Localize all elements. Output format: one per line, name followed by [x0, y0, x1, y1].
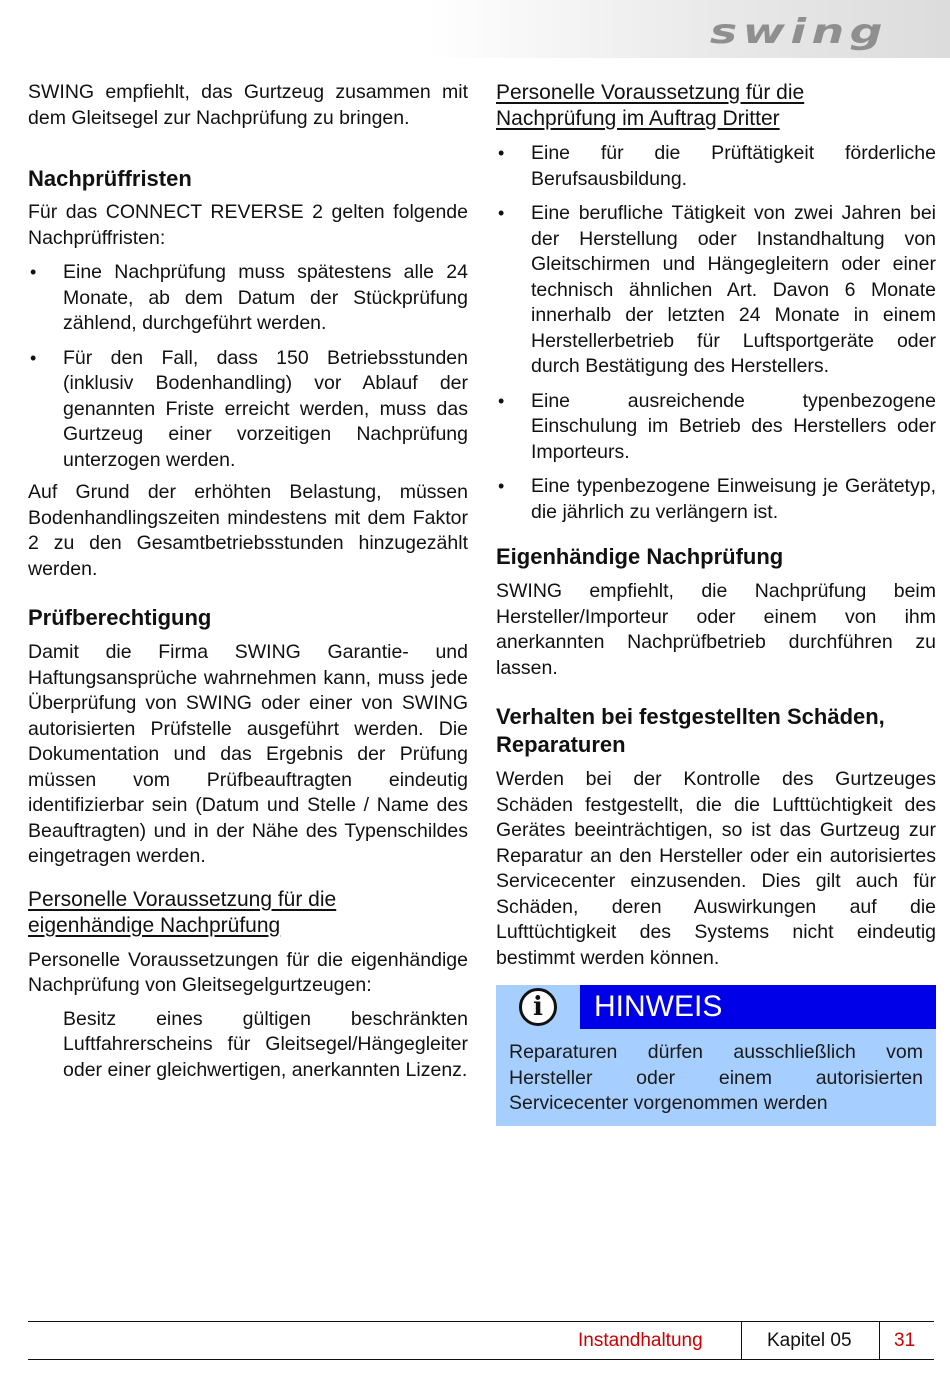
eigen-item: Besitz eines gültigen beschränkten Luftfahrerscheins für Gleitsegel/Hängegleiter oder einer gleichwertigen, anerkannten Lizenz.	[63, 1007, 468, 1081]
eigen-heading-line2: eigenhändige Nachprüfung	[28, 913, 281, 937]
eigenhaendig-heading: Eigenhändige Nachprüfung	[496, 544, 784, 569]
list-item: • Eine ausreichende typenbezogene Einschulung im Betrieb des Herstellers oder Importeurs.	[496, 389, 936, 466]
intro-paragraph: SWING empfiehlt, das Gurtzeug zusammen mit dem Gleitsegel zur Nachprüfung zu bringen.	[28, 81, 468, 129]
info-icon: i	[519, 988, 557, 1026]
header-bar	[0, 0, 950, 58]
hinweis-body	[496, 1029, 936, 1126]
swing-logo: swing	[709, 12, 888, 52]
dritter-heading-line1: Personelle Voraussetzung für die	[496, 81, 805, 104]
nachpruef-heading: Nachprüffristen	[28, 166, 192, 191]
nachpruef-outro: Auf Grund der erhöhten Belastung, müssen Bodenhandlingszeiten mindestens mit dem Faktor 2 zu den Gesamtbetriebsstunden hinzugezählt werden.	[28, 481, 468, 580]
hinweis-icon-cell	[496, 985, 580, 1029]
berechtigung-text: Damit die Firma SWING Garantie- und Haftungsansprüche wahrnehmen kann, muss jede Überprüfung von SWING oder einer von SWING autorisierten Prüfstelle ausgeführt werden. Die Dokumentation und das Ergebnis der Prüfung müssen vom Prüfbeauftragten eindeutig identifizierbar sein (Datum und Stelle / Name des Beauftragten) und in der Nähe des Typenschildes eingetragen werden.	[28, 641, 468, 867]
page-number: 31	[894, 1330, 916, 1351]
footer-rule-top	[28, 1321, 934, 1322]
eigen-intro: Personelle Voraussetzungen für die eigenhändige Nachprüfung von Gleitsegelgurtzeugen:	[28, 948, 468, 996]
nachpruef-intro: Für das CONNECT REVERSE 2 gelten folgende Nachprüffristen:	[28, 201, 468, 249]
nachpruef-list	[28, 260, 468, 473]
footer-section: Instandhaltung	[578, 1330, 703, 1351]
dritter-heading-line2: Nachprüfung im Auftrag Dritter	[496, 107, 780, 130]
hinweis-title: HINWEIS	[580, 985, 936, 1029]
left-column	[28, 80, 468, 1083]
footer-rule-bottom	[28, 1359, 934, 1360]
list-item: • Für den Fall, dass 150 Betriebsstunden (inklusiv Bodenhandling) vor Ablauf der genannten Friste erreicht werden, muss das Gurtzeug einer vorzeitigen Nachprüfung unterzogen werden.	[28, 346, 468, 474]
eigen-heading	[28, 887, 468, 939]
footer-divider	[879, 1321, 880, 1359]
list-item: • Eine Nachprüfung muss spätestens alle 24 Monate, ab dem Datum der Stückprüfung zählend, durchgeführt werden.	[28, 260, 468, 337]
list-item: • Eine für die Prüftätigkeit förderliche Berufsausbildung.	[496, 141, 936, 192]
footer-chapter: Kapitel 05	[767, 1330, 852, 1351]
hinweis-header	[496, 985, 936, 1029]
footer-divider	[741, 1321, 742, 1359]
right-column	[496, 80, 936, 1126]
dritter-heading	[496, 80, 936, 132]
eigen-heading-line1: Personelle Voraussetzung für die	[28, 887, 337, 911]
dritter-list	[496, 141, 936, 525]
list-item: • Eine typenbezogene Einweisung je Gerätetyp, die jährlich zu verlängern ist.	[496, 474, 936, 525]
list-item: • Eine berufliche Tätigkeit von zwei Jahren bei der Herstellung oder Instandhaltung von Gleitschirmen und Hängegleitern oder einer technisch ähnlichen Art. Davon 6 Monate innerhalb der letzten 24 Monate in einem Herstellerbetrieb für Luftsportgeräte oder durch Bestätigung des Herstellers.	[496, 201, 936, 380]
hinweis-text: Reparaturen dürfen ausschließlich vom Hersteller oder einem autorisierten Servicecenter vorgenommen werden	[509, 1041, 923, 1114]
eigenhaendig-text: SWING empfiehlt, die Nachprüfung beim Hersteller/Importeur oder einem von ihm anerkannten Nachprüfbetrieb durchführen zu lassen.	[496, 580, 936, 679]
schaeden-text: Werden bei der Kontrolle des Gurtzeuges Schäden festgestellt, die die Lufttüchtigkeit des Gerätes beeinträchtigen, so ist das Gurtzeug zur Reparatur an den Hersteller oder ein autorisiertes Servicecenter einzusenden. Dies gilt auch für Schäden, deren Auswirkungen auf die Lufttüchtigkeit des Systems nicht eindeutig bestimmt werden können.	[496, 768, 936, 969]
schaeden-heading: Verhalten bei festgestellten Schäden, Reparaturen	[496, 704, 885, 757]
berechtigung-heading: Prüfberechtigung	[28, 605, 212, 630]
hinweis-box	[496, 985, 936, 1126]
